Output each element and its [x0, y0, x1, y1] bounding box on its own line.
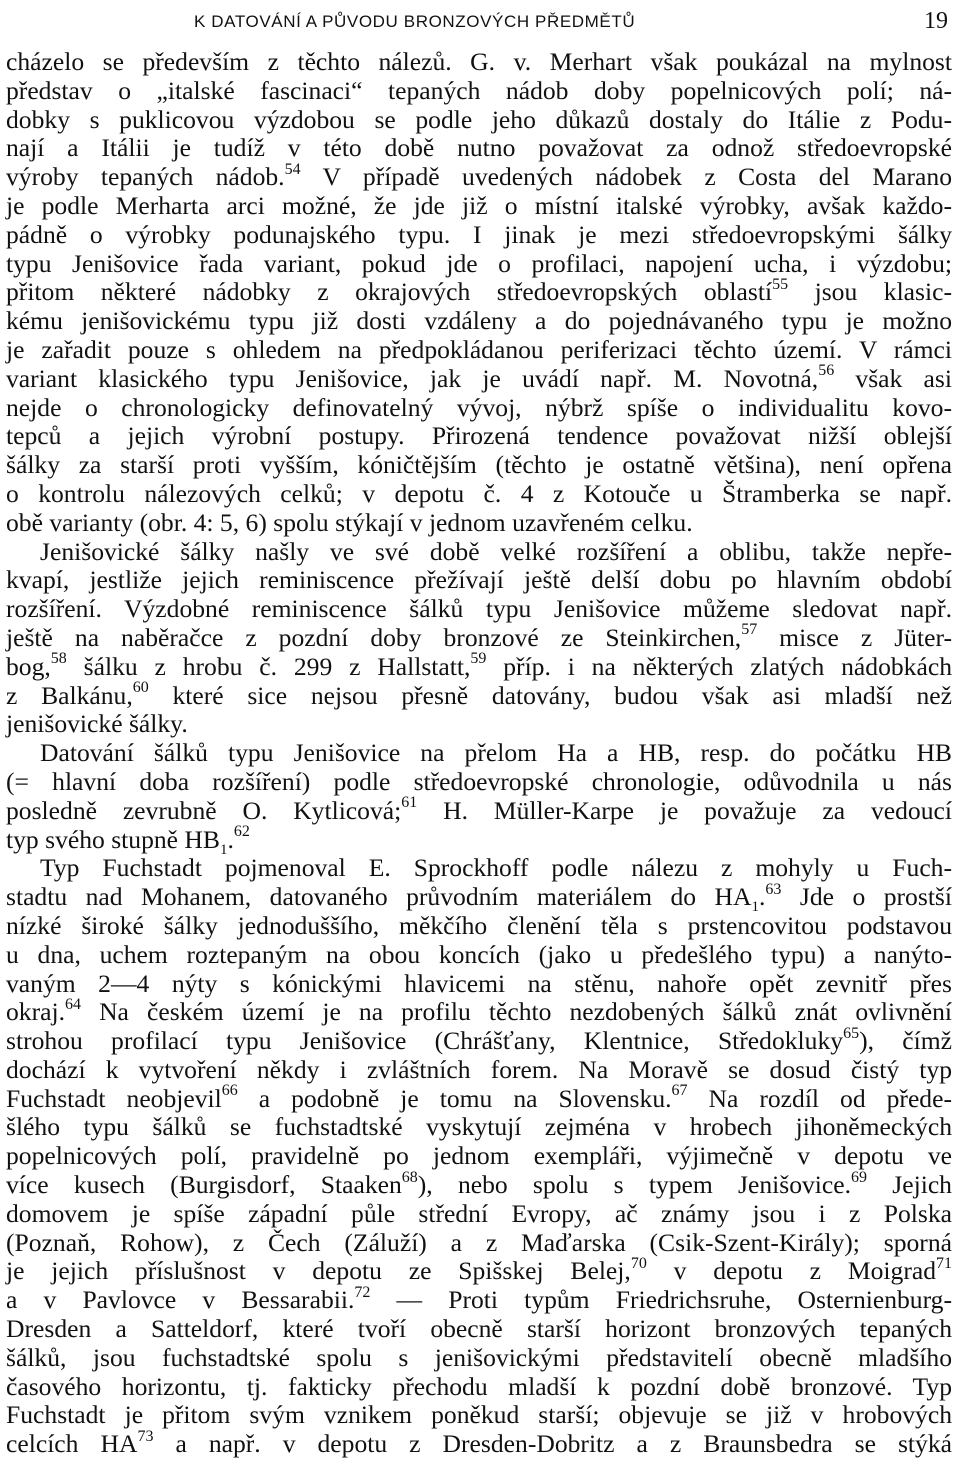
text-line: o kontrolu nálezových celků; v depotu č. 4 z Kotouče u Štramberka se např. [6, 478, 952, 508]
footnote-ref: 73 [137, 1427, 154, 1445]
text-line: nejde o chronologicky definovatelný vývoj, nýbrž spíše o individualitu kovo- [6, 392, 952, 422]
text-line: (Poznaň, Rohow), z Čech (Záluží) a z Maďarska (Csik-Szent-Király); sporná [6, 1227, 952, 1257]
text-line: domovem je spíše západní půle střední Evropy, ač známy jsou i z Polska [6, 1198, 952, 1228]
text-line: a v Pavlovce v Bessarabii.$^{72}$ — Proti typům Friedrichsruhe, Osternienburg- [6, 1283, 952, 1315]
text-line: variant klasického typu Jenišovice, jak je uvádí např. M. Novotná,$^{56}$ však asi [6, 362, 952, 393]
text-line: u dna, uchem roztepaným na obou koncích (jako u předešlého typu) a nanýto- [6, 939, 952, 969]
text-line: vaným 2—4 nýty s kónickými hlavicemi na stěnu, nahoře opět zevnitř přes [6, 968, 952, 998]
text-line: šálků, jsou fuchstadtské spolu s jenišovickými představitelí obecně mladšího [6, 1342, 952, 1372]
footnote-ref: 57 [741, 621, 758, 639]
text-line: šálky za starší proti vyšším, kóničtějším (těchto je ostatně většina), není opřena [6, 450, 952, 480]
page-number: 19 [924, 8, 948, 34]
text-line: časového horizontu, tj. fakticky přechodu mladší k pozdní době bronzové. Typ [6, 1371, 952, 1401]
footnote-ref: 55 [772, 275, 789, 293]
text-line: strohou profilací typu Jenišovice (Chrášťany, Klentnice, Středokluky$^{65}$), čímž [6, 1024, 953, 1056]
footnote-ref: 59 [470, 650, 487, 668]
text-line: kému jenišovickému typu již dosti vzdáleny a do pojednávaného typu je možno [6, 306, 952, 336]
text-line: Dresden a Satteldorf, které tvoří obecně starší horizont bronzových tepaných [6, 1314, 952, 1344]
text-line: z Balkánu,$^{60}$ které sice nejsou přesně datovány, budou však asi mladší než [6, 679, 953, 710]
body-text [6, 48, 952, 1459]
footnote-ref: 58 [50, 650, 67, 668]
text-line: dobky s puklicovou výzdobou se podle jeho důkazů dostaly do Itálie z Podu- [6, 104, 952, 134]
text-line: Fuchstadt je přitom svým vznikem poněkud starší; objevuje se již v hrobových [6, 1400, 952, 1430]
text-line: je jejich příslušnost v depotu ze Spišskej Belej,$^{70}$ v depotu z Moigrad$^{71}$ [6, 1254, 952, 1286]
footnote-ref: 71 [936, 1254, 952, 1272]
text-line: Typ Fuchstadt pojmenoval E. Sprockhoff podle nálezu z mohyly u Fuch- [40, 853, 952, 883]
footnote-ref: 65 [843, 1024, 860, 1042]
text-line: Fuchstadt neobjevil$^{66}$ a podobně je tomu na Slovensku.$^{67}$ Na rozdíl od přede- [6, 1082, 952, 1113]
text-line: celcích HA$^{73}$ a např. v depotu z Dresden-Dobritz a z Braunsbedra se stýká [6, 1427, 952, 1459]
text-line: popelnicových polí, pravidelně po jednom exempláři, výjimečně v depotu ve [6, 1141, 952, 1171]
text-line: Datování šálků typu Jenišovice na přelom Ha a HB, resp. do počátku HB [40, 738, 952, 768]
footnote-ref: 67 [671, 1082, 688, 1100]
text-line: přitom některé nádobky z okrajových středoevropských oblastí$^{55}$ jsou klasic- [6, 275, 952, 307]
text-line: je zařadit pouze s ohledem na předpokládanou periferizaci těchto území. V rámci [6, 334, 952, 364]
text-line: ještě na naběračce z pozdní doby bronzové ze Steinkirchen,$^{57}$ misce z Jüter- [6, 621, 952, 652]
text-line: dochází k vytvoření někdy i zvláštních forem. Na Moravě se dosud čistý typ [6, 1054, 952, 1084]
footnote-ref: 60 [132, 679, 149, 696]
text-line: představ o „italské fascinaci“ tepaných nádob doby popelnicových polí; ná- [6, 75, 952, 105]
footnote-ref: 61 [401, 794, 418, 812]
footnote-ref: 56 [818, 362, 835, 380]
text-line: nízké široké šálky jednoduššího, měkčího členění těla s prstencovitou podstavou [6, 910, 952, 940]
subscript: 1 [220, 841, 228, 858]
footnote-ref: 54 [284, 160, 301, 178]
text-line: šlého typu šálků se fuchstadtské vyskytují zejména v hrobech jihoněmeckých [6, 1112, 952, 1142]
text-line: typ svého stupně $HB_1.^{62}$ [6, 822, 250, 858]
footnote-ref: 68 [401, 1168, 418, 1186]
text-line: Jenišovické šálky našly ve své době velké rozšíření a oblibu, takže nepře- [40, 536, 952, 566]
text-line: posledně zevrubně O. Kytlicová;$^{61}$ H. Müller-Karpe je považuje za vedoucí [6, 794, 952, 825]
text-line: je podle Merharta arci možné, že jde již o místní italské výrobky, avšak každo- [6, 190, 952, 220]
footnote-ref: 62 [233, 822, 250, 840]
text-line: okraj.$^{64}$ Na českém území je na profilu těchto nezdobených šálků znát ovlivnění [6, 995, 952, 1027]
text-line: typu Jenišovice řada variant, pokud jde o profilaci, napojení ucha, i výzdobu; [6, 248, 952, 278]
text-line: tepců a jejich výrobní postupy. Přirozená tendence považovat nižší oblejší [6, 421, 952, 451]
footnote-ref: 70 [630, 1254, 647, 1272]
text-line: rozšíření. Výzdobné reminiscence šálků typu Jenišovice můžeme sledovat např. [6, 594, 952, 624]
text-line: obě varianty (obr. 4: 5, 6) spolu stýkají v jednom uzavřeném celku. [6, 507, 693, 537]
footnote-ref: 64 [65, 995, 81, 1013]
text-line: jenišovické šálky. [6, 709, 188, 739]
text-line: výroby tepaných nádob.$^{54}$ V případě uvedených nádobek z Costa del Marano [6, 160, 952, 192]
footnote-ref: 66 [221, 1082, 238, 1100]
running-head [6, 4, 952, 48]
text-line: stadtu nad Mohanem, datovaného průvodním materiálem do $HA_1.^{63}$ Jde o prostší [6, 880, 952, 916]
text-line: bog,$^{58}$ šálku z hrobu č. 299 z Hallstatt,$^{59}$ příp. i na některých zlatých nádobkách [6, 650, 952, 681]
subscript: 1 [751, 899, 760, 916]
text-line: více kusech (Burgisdorf, Staaken$^{68}$), nebo spolu s typem Jenišovice.$^{69}$ Jejich [6, 1168, 952, 1200]
text-line: nají a Itálii je tudíž v této době nutno považovat za odnož středoevropské [6, 133, 952, 163]
text-line: (= hlavní doba rozšíření) podle středoevropské chronologie, odůvodnila u nás [6, 766, 952, 796]
footnote-ref: 69 [851, 1168, 868, 1186]
text-line: kvapí, jestliže jejich reminiscence přežívají ještě delší dobu po hlavním období [6, 565, 952, 595]
footnote-ref: 72 [354, 1283, 371, 1301]
text-line: cházelo se především z těchto nálezů. G. v. Merhart však poukázal na mylnost [6, 47, 952, 76]
footnote-ref: 63 [765, 880, 782, 898]
text-line: pádně o výrobky podunajského typu. I jinak je mezi středoevropskými šálky [6, 219, 952, 249]
running-title: K DATOVÁNÍ A PŮVODU BRONZOVÝCH PŘEDMĚTŮ [194, 12, 636, 31]
